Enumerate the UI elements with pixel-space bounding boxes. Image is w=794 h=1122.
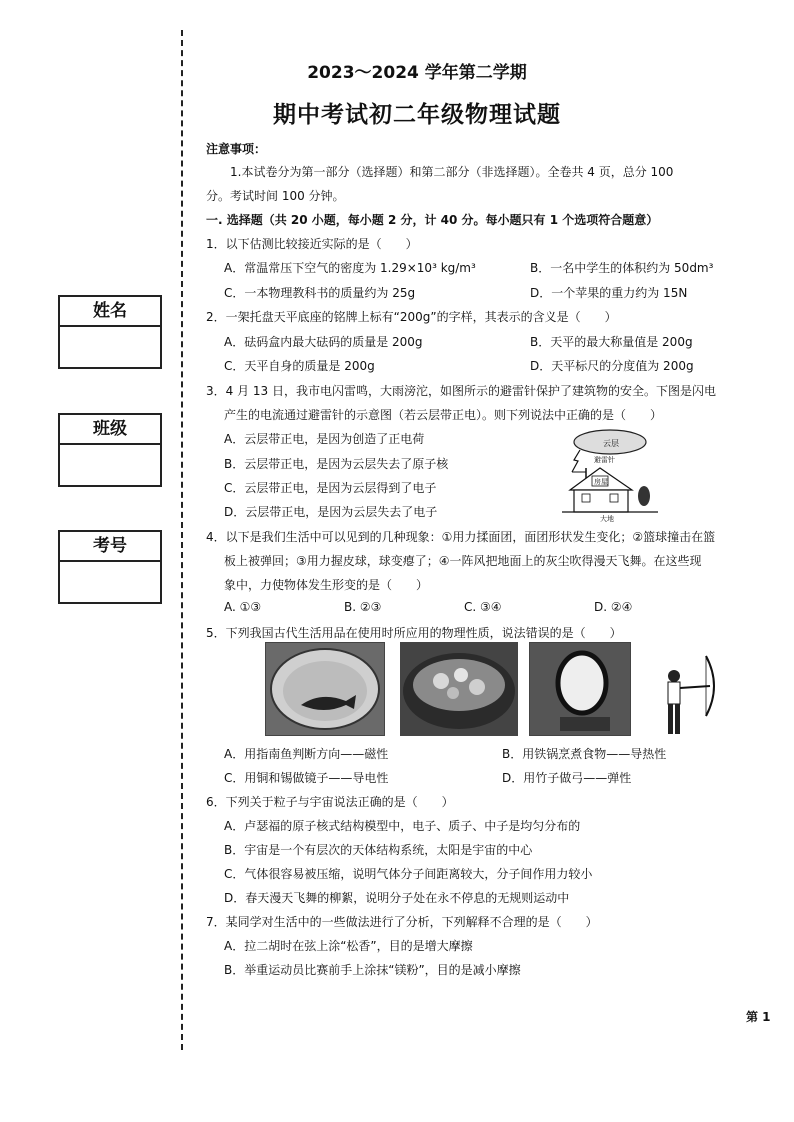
class-label: 班级	[60, 415, 160, 445]
notice-line: 分。考试时间 100 分钟。	[206, 189, 345, 203]
lightning-rod-figure	[560, 428, 660, 522]
name-box	[58, 295, 162, 369]
compass-fish-photo	[265, 642, 385, 736]
iron-pot-photo	[400, 642, 518, 736]
option-d[interactable]: D．春天漫天飞舞的柳絮，说明分子处在永不停息的无规则运动中	[224, 891, 570, 905]
question-stem: 6．下列关于粒子与宇宙说法正确的是（ ）	[206, 795, 454, 809]
option-b[interactable]: B．天平的最大称量值是 200g	[530, 335, 693, 349]
binding-line	[181, 30, 183, 1050]
question-stem: 象中，力使物体发生形变的是（ ）	[224, 578, 429, 592]
option-c[interactable]: C．用铜和锡做镜子——导电性	[224, 771, 389, 785]
ground-label: 大地	[600, 515, 614, 522]
option-c[interactable]: C. ③④	[464, 600, 502, 614]
page-number: 第 1	[746, 1010, 771, 1024]
cloud-label: 云层	[603, 439, 619, 448]
option-a[interactable]: A．拉二胡时在弦上涂“松香”，目的是增大摩擦	[224, 939, 473, 953]
option-b[interactable]: B．云层带正电，是因为云层失去了原子核	[224, 457, 449, 471]
option-b[interactable]: B．一名中学生的体积约为 50dm³	[530, 261, 714, 275]
option-d[interactable]: D．一个苹果的重力约为 15N	[530, 286, 688, 300]
option-b[interactable]: B．宇宙是一个有层次的天体结构系统，太阳是宇宙的中心	[224, 843, 533, 857]
archer-figure	[650, 652, 720, 738]
question-stem: 7．某同学对生活中的一些做法进行了分析，下列解释不合理的是（ ）	[206, 915, 598, 929]
option-c[interactable]: C．云层带正电，是因为云层得到了电子	[224, 481, 437, 495]
question-stem: 5．下列我国古代生活用品在使用时所应用的物理性质，说法错误的是（ ）	[206, 626, 622, 640]
name-field[interactable]	[60, 327, 160, 367]
option-b[interactable]: B．举重运动员比赛前手上涂抹“镁粉”，目的是减小摩擦	[224, 963, 521, 977]
exam-title: 期中考试初二年级物理试题	[273, 102, 561, 128]
option-a[interactable]: A．常温常压下空气的密度为 1.29×10³ kg/m³	[224, 261, 476, 275]
option-c[interactable]: C．气体很容易被压缩，说明气体分子间距离较大，分子间作用力较小	[224, 867, 593, 881]
notice-line: 1.本试卷分为第一部分（选择题）和第二部分（非选择题）。全卷共 4 页，总分 100	[230, 165, 674, 179]
question-stem: 产生的电流通过避雷针的示意图（若云层带正电）。则下列说法中正确的是（ ）	[224, 408, 663, 422]
option-b[interactable]: B. ②③	[344, 600, 382, 614]
option-a[interactable]: A．用指南鱼判断方向——磁性	[224, 747, 389, 761]
option-d[interactable]: D. ②④	[594, 600, 633, 614]
question-stem: 1．以下估测比较接近实际的是（ ）	[206, 237, 418, 251]
question-stem: 2．一架托盘天平底座的铭牌上标有“200g”的字样，其表示的含义是（ ）	[206, 310, 617, 324]
notice-heading: 注意事项：	[206, 142, 267, 156]
option-a[interactable]: A．砝码盒内最大砝码的质量是 200g	[224, 335, 423, 349]
class-box	[58, 413, 162, 487]
option-a[interactable]: A. ①③	[224, 600, 262, 614]
option-c[interactable]: C．天平自身的质量是 200g	[224, 359, 375, 373]
option-c[interactable]: C．一本物理教科书的质量约为 25g	[224, 286, 416, 300]
option-b[interactable]: B．用铁锅烹煮食物——导热性	[502, 747, 667, 761]
question-stem: 3．4 月 13 日，我市电闪雷鸣，大雨滂沱，如图所示的避雷针保护了建筑物的安全。下图是闪电	[206, 384, 716, 398]
option-a[interactable]: A．云层带正电，是因为创造了正电荷	[224, 432, 425, 446]
bronze-mirror-photo	[529, 642, 631, 736]
question-stem: 4．以下是我们生活中可以见到的几种现象：①用力揉面团，面团形状发生变化；②篮球撞击在篮	[206, 530, 716, 544]
rod-label: 避雷针	[594, 456, 615, 464]
id-box	[58, 530, 162, 604]
option-a[interactable]: A．卢瑟福的原子核式结构模型中，电子、质子、中子是均匀分布的	[224, 819, 581, 833]
question-stem: 板上被弹回；③用力握皮球，球变瘪了；④一阵风把地面上的灰尘吹得漫天飞舞。在这些现	[224, 554, 702, 568]
section-heading: 一. 选择题（共 20 小题，每小题 2 分，计 40 分。每小题只有 1 个选项符合题意）	[206, 213, 659, 227]
option-d[interactable]: D．天平标尺的分度值为 200g	[530, 359, 694, 373]
class-field[interactable]	[60, 445, 160, 485]
name-label: 姓名	[60, 297, 160, 327]
lightning-bolt	[572, 450, 580, 472]
house-label: 房屋	[594, 478, 608, 486]
id-label: 考号	[60, 532, 160, 562]
term-title: 2023～2024 学年第二学期	[307, 63, 527, 83]
id-field[interactable]	[60, 562, 160, 602]
option-d[interactable]: D．用竹子做弓——弹性	[502, 771, 632, 785]
option-d[interactable]: D．云层带正电，是因为云层失去了电子	[224, 505, 438, 519]
